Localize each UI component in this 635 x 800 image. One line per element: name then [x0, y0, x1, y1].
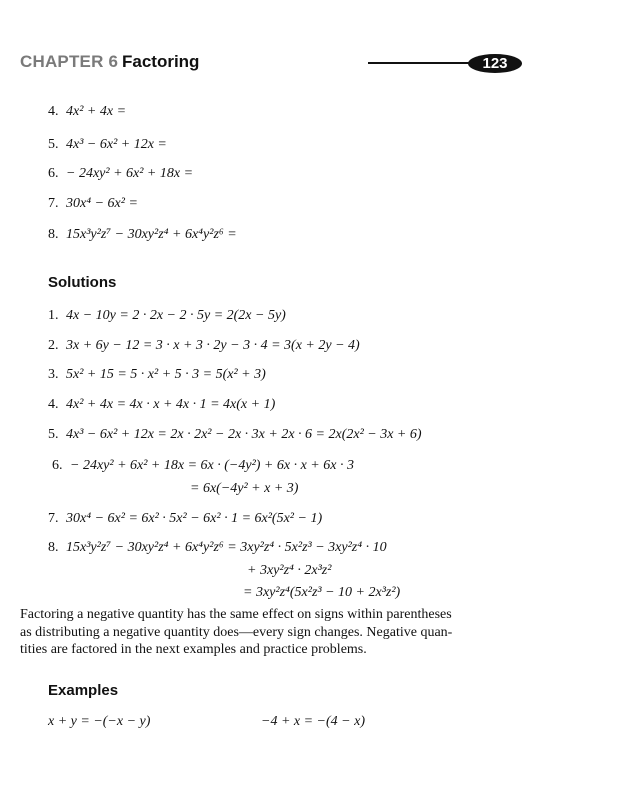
problem-number: 5.: [48, 137, 59, 152]
solution-number: 3.: [48, 367, 59, 382]
solution-continuation: [190, 481, 298, 497]
solution-number: 5.: [48, 427, 59, 442]
solution-item: [52, 458, 354, 474]
explanation-paragraph: [20, 606, 460, 659]
example-item: [48, 714, 150, 730]
solution-number: 8.: [48, 540, 59, 555]
solution-number: 7.: [48, 511, 59, 526]
example-expression: x + y = −(−x − y): [48, 714, 151, 729]
page-number-badge: 123: [468, 54, 522, 73]
paragraph-line: tities are factored in the next examples and practice problems.: [20, 642, 367, 657]
example-item: [261, 714, 365, 730]
solution-item: [48, 427, 422, 443]
solution-line: 15x³y²z⁷ − 30xy²z⁴ + 6x⁴y²z⁶ = 3xy²z⁴ · 5x²z³ − 3xy²z⁴ · 10: [66, 540, 387, 555]
solution-number: 4.: [48, 397, 59, 412]
problem-number: 7.: [48, 196, 59, 211]
solution-number: 2.: [48, 338, 59, 353]
solution-continuation: [247, 563, 331, 579]
solution-number: 6.: [52, 458, 63, 473]
solution-continuation: [243, 585, 400, 601]
solution-line: = 3xy²z⁴(5x²z³ − 10 + 2x³z²): [243, 585, 401, 600]
solution-item: [48, 308, 286, 324]
solution-line: − 24xy² + 6x² + 18x = 6x · (−4y²) + 6x · x + 6x · 3: [70, 458, 354, 473]
problem-item: [48, 137, 167, 153]
solution-line: 3x + 6y − 12 = 3 · x + 3 · 2y − 3 · 4 = 3(x + 2y − 4): [66, 338, 360, 353]
problem-item: [48, 227, 237, 243]
solution-item: [48, 540, 387, 556]
problem-expression: 30x⁴ − 6x² =: [66, 196, 138, 211]
paragraph-line: as distributing a negative quantity does—every sign changes. Negative quan-: [20, 624, 453, 640]
solution-item: [48, 367, 266, 383]
chapter-label: CHAPTER 6: [20, 52, 119, 71]
chapter-title: Factoring: [122, 52, 200, 71]
solution-line: = 6x(−4y² + x + 3): [190, 481, 299, 496]
problem-expression: 15x³y²z⁷ − 30xy²z⁴ + 6x⁴y²z⁶ =: [66, 227, 237, 242]
solution-line: 30x⁴ − 6x² = 6x² · 5x² − 6x² · 1 = 6x²(5x² − 1): [66, 511, 323, 526]
header-rule: [368, 62, 478, 64]
solution-line: 4x² + 4x = 4x · x + 4x · 1 = 4x(x + 1): [66, 397, 276, 412]
paragraph-line: Factoring a negative quantity has the same effect on signs within parentheses: [20, 607, 452, 622]
problem-item: [48, 104, 126, 120]
problem-number: 4.: [48, 104, 59, 119]
solution-line: 4x − 10y = 2 · 2x − 2 · 5y = 2(2x − 5y): [66, 308, 286, 323]
solutions-heading: Solutions: [48, 274, 117, 291]
solution-line: + 3xy²z⁴ · 2x³z²: [247, 563, 332, 578]
solution-line: 5x² + 15 = 5 · x² + 5 · 3 = 5(x² + 3): [66, 367, 266, 382]
example-expression: −4 + x = −(4 − x): [261, 714, 365, 729]
problem-expression: 4x³ − 6x² + 12x =: [66, 137, 167, 152]
problem-item: [48, 196, 138, 212]
problem-item: [48, 166, 193, 182]
solution-item: [48, 511, 322, 527]
solution-item: [48, 338, 360, 354]
examples-heading: Examples: [48, 682, 119, 699]
problem-number: 8.: [48, 227, 59, 242]
problem-expression: − 24xy² + 6x² + 18x =: [66, 166, 194, 181]
solution-item: [48, 397, 275, 413]
problem-number: 6.: [48, 166, 59, 181]
solution-line: 4x³ − 6x² + 12x = 2x · 2x² − 2x · 3x + 2x · 6 = 2x(2x² − 3x + 6): [66, 427, 422, 442]
solution-number: 1.: [48, 308, 59, 323]
problem-expression: 4x² + 4x =: [66, 104, 127, 119]
